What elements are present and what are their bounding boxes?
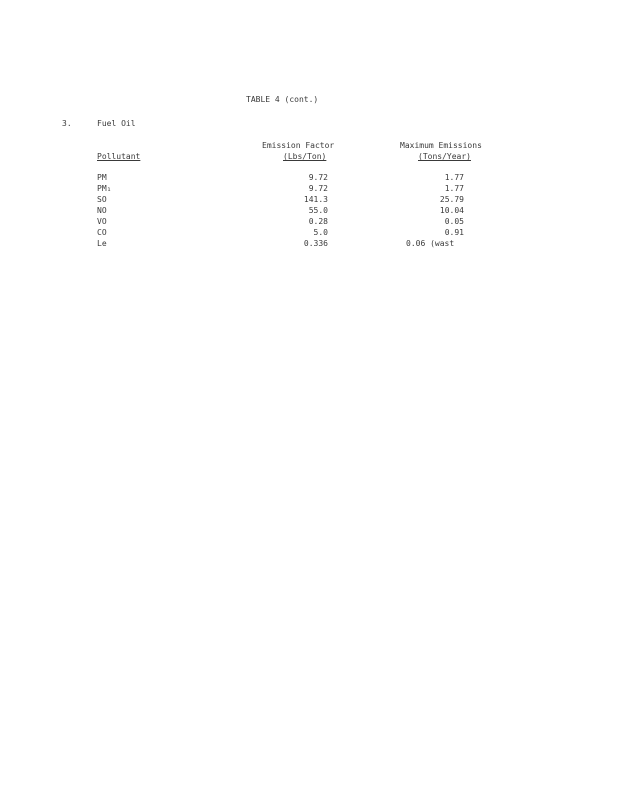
pollutant-cell: PM₁ [97, 184, 112, 193]
pollutant-cell: SO [97, 195, 107, 204]
maximum-emissions-cell: 1.77 [444, 173, 464, 182]
table-row [0, 183, 618, 194]
pollutant-cell: PM [97, 173, 107, 182]
maximum-emissions-cell: 0.06 (wast [406, 239, 455, 248]
emission-factor-cell: 9.72 [308, 173, 328, 182]
emission-factor-cell: 0.28 [308, 217, 328, 226]
maximum-emissions-cell: 0.91 [444, 228, 464, 237]
table-row [0, 205, 618, 216]
pollutant-cell: Le [97, 239, 107, 248]
table-row [0, 227, 618, 238]
section-number: 3. [62, 119, 72, 128]
header-emission-factor-line1: Emission Factor [262, 141, 335, 150]
section-name: Fuel Oil [97, 119, 136, 128]
header-maximum-emissions-line2: (Tons/Year) [418, 152, 471, 161]
table-row [0, 172, 618, 183]
pollutant-cell: NO [97, 206, 107, 215]
emission-factor-cell: 0.336 [303, 239, 328, 248]
header-pollutant: Pollutant [97, 152, 141, 161]
pollutant-cell: VO [97, 217, 107, 226]
header-maximum-emissions-line1: Maximum Emissions [400, 141, 482, 150]
table-row [0, 194, 618, 205]
maximum-emissions-cell: 1.77 [444, 184, 464, 193]
table-row [0, 216, 618, 227]
emission-factor-cell: 9.72 [308, 184, 328, 193]
maximum-emissions-cell: 25.79 [439, 195, 464, 204]
table-row [0, 238, 618, 249]
header-emission-factor-line2: (Lbs/Ton) [283, 152, 327, 161]
emission-factor-cell: 55.0 [308, 206, 328, 215]
emission-factor-cell: 5.0 [313, 228, 328, 237]
maximum-emissions-cell: 10.04 [439, 206, 464, 215]
maximum-emissions-cell: 0.05 [444, 217, 464, 226]
table-title: TABLE 4 (cont.) [246, 95, 319, 104]
emission-factor-cell: 141.3 [303, 195, 328, 204]
pollutant-cell: CO [97, 228, 107, 237]
